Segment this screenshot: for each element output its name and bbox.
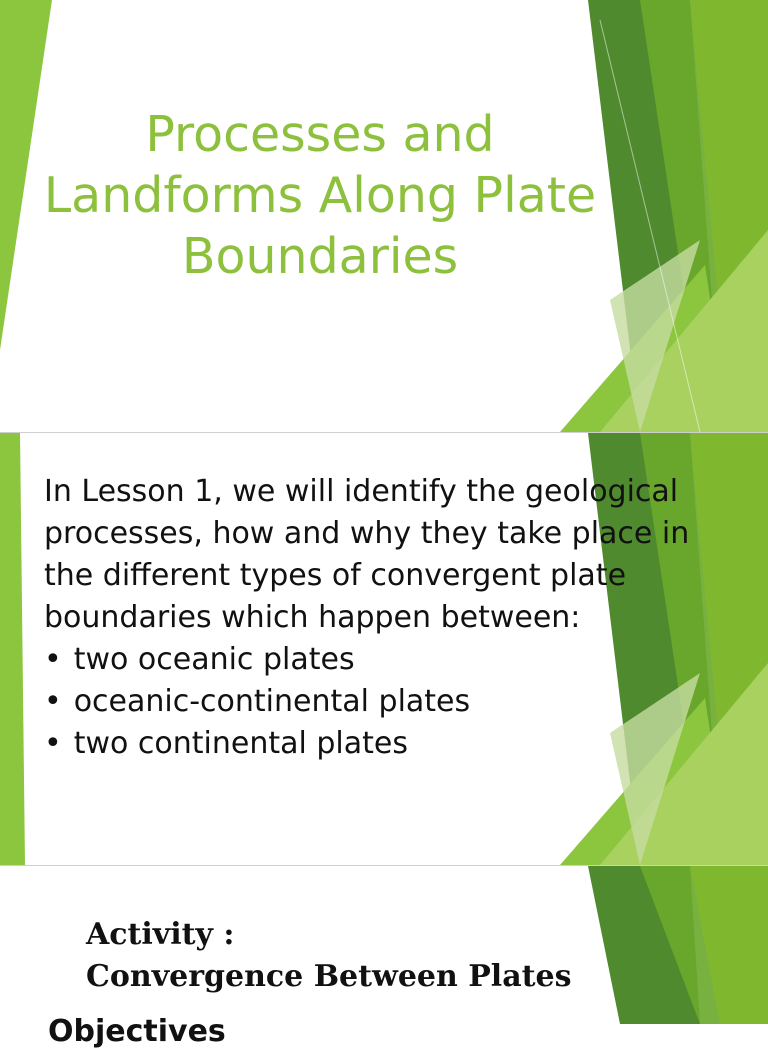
bullet-item xyxy=(44,639,704,681)
bullet-item xyxy=(44,681,704,723)
title-line: Processes and xyxy=(145,106,495,163)
title-line: Boundaries xyxy=(181,228,459,285)
bullet-text: oceanic-continental plates xyxy=(73,684,471,719)
bullet-text: two oceanic plates xyxy=(73,642,355,677)
bullet-icon: • xyxy=(44,642,62,677)
activity-heading xyxy=(86,914,571,998)
slide-title-heading xyxy=(20,104,620,287)
slide-lesson-intro xyxy=(0,433,768,865)
title-line: Landforms Along Plate xyxy=(43,167,597,224)
activity-heading-line: Activity : xyxy=(86,917,235,952)
lesson-intro-text xyxy=(44,471,704,765)
bullet-icon: • xyxy=(44,684,62,719)
objectives-label-partial: Objectives xyxy=(48,1014,226,1049)
slide-title xyxy=(0,0,768,432)
activity-heading-line: Convergence Between Plates xyxy=(86,959,572,994)
intro-paragraph: In Lesson 1, we will identify the geological processes, how and why they take place in the different types of convergent plate boundaries which happen between: xyxy=(44,474,690,635)
slide-activity xyxy=(0,866,768,1049)
bullet-list xyxy=(44,639,704,765)
bullet-item xyxy=(44,723,704,765)
bullet-icon: • xyxy=(44,726,62,761)
bullet-text: two continental plates xyxy=(73,726,408,761)
